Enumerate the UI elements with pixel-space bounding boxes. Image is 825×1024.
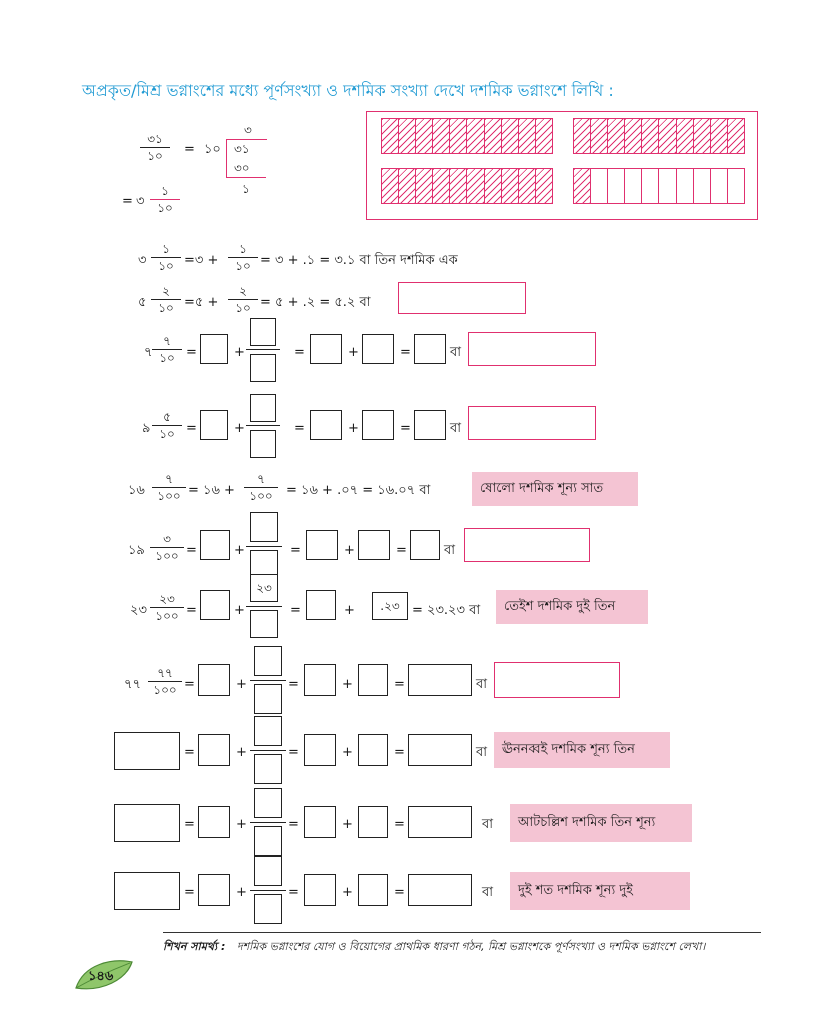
equals-sign: = (184, 817, 195, 832)
unshaded-tenth (642, 169, 659, 203)
row5-answer: ষোলো দশমিক শূন্য সাত (472, 472, 638, 506)
fraction-bar (250, 890, 286, 891)
row2-whole: ৫ (138, 295, 147, 310)
row3-answer-box[interactable] (468, 332, 596, 366)
row11-numerator-box[interactable] (254, 856, 282, 886)
row7-whole: ২৩ (130, 603, 147, 618)
unshaded-tenth (608, 169, 625, 203)
row4-numerator-box[interactable] (250, 394, 276, 422)
shaded-tenth (591, 119, 608, 153)
fraction-bar (246, 606, 282, 607)
row3-whole-box[interactable] (200, 334, 228, 364)
shaded-tenth (502, 119, 519, 153)
shaded-tenth (467, 169, 484, 203)
row10-sum-whole-box[interactable] (304, 806, 336, 838)
row1-whole: ৩ (138, 253, 147, 268)
shaded-tenth (399, 169, 416, 203)
row3-result-box[interactable] (414, 334, 446, 364)
row9-number-box[interactable] (114, 732, 180, 770)
page-number: ১৪৬ (88, 969, 114, 984)
ba-label: বা (450, 345, 462, 360)
plus-sign: + (342, 677, 353, 692)
shaded-tenth (416, 119, 433, 153)
row9-whole-box[interactable] (198, 734, 230, 766)
equals-sign: = (290, 603, 301, 618)
equals-sign: = (184, 677, 195, 692)
shaded-tenth (519, 119, 536, 153)
row10-denominator-box[interactable] (254, 826, 282, 856)
shaded-tenth (433, 169, 450, 203)
equals-sign: = (394, 745, 405, 760)
remainder: ১ (242, 182, 250, 196)
plus-sign: + (236, 885, 247, 900)
row6-answer-box[interactable] (464, 528, 590, 562)
row3-whole: ৭ (144, 345, 153, 360)
row6-whole: ১৯ (128, 543, 145, 558)
equals-sign: = (396, 543, 407, 558)
shaded-tenth (728, 119, 744, 153)
fraction-bar (250, 822, 286, 823)
learning-outcome-text: দশমিক ভগ্নাংশের যোগ ও বিয়োগের প্রাথমিক ধারণা গঠন, মিশ্র ভগ্নাংশকে পূর্ণসংখ্যা ও দশমিক ভগ্নাংশে লেখা। (236, 940, 706, 953)
row10-number-box[interactable] (114, 804, 180, 842)
row9-denominator-box[interactable] (254, 754, 282, 784)
row11-denominator-box[interactable] (254, 894, 282, 924)
plus-sign: + (348, 345, 359, 360)
plus-sign: + (236, 677, 247, 692)
row10-numerator-box[interactable] (254, 788, 282, 818)
unshaded-tenth (625, 169, 642, 203)
page-number-leaf (72, 954, 136, 998)
strip-3 (381, 168, 553, 204)
row4-sum-whole-box[interactable] (310, 410, 342, 440)
equals-sign: = (186, 345, 197, 360)
row10-whole-box[interactable] (198, 806, 230, 838)
shaded-tenth (502, 169, 519, 203)
row10-decimal-box[interactable] (358, 806, 388, 838)
row5-whole: ১৬ (128, 483, 145, 498)
row5-fraction: ৭ ১০০ (152, 473, 186, 502)
row11-number-box[interactable] (114, 872, 180, 910)
row4-decimal-box[interactable] (362, 410, 394, 440)
strip-1 (381, 118, 553, 154)
row6-sum-whole-box[interactable] (306, 530, 338, 560)
ba-label: বা (482, 817, 494, 832)
result-whole: ৩ (136, 194, 145, 209)
shaded-tenth (382, 169, 399, 203)
plus-sign: + (344, 543, 355, 558)
plus-sign: + (236, 817, 247, 832)
row8-whole-box[interactable] (198, 664, 230, 696)
row4-result-box[interactable] (414, 410, 446, 440)
equals-sign: = (394, 817, 405, 832)
row8-decimal-box[interactable] (358, 664, 388, 696)
row8-fraction: ৭৭ ১০০ (148, 667, 182, 696)
ba-label: বা (482, 885, 494, 900)
plus-sign: + (344, 603, 355, 618)
footer-divider (163, 932, 761, 933)
row1-result: = ৩ + .১ = ৩.১ বা তিন দশমিক এক (260, 253, 458, 268)
fraction-bar (250, 680, 286, 681)
equals-sign: = (184, 745, 195, 760)
equals-sign: = (290, 543, 301, 558)
row4-whole-box[interactable] (200, 410, 228, 440)
dividend: ৩১ (234, 142, 250, 156)
row8-whole: ৭৭ (124, 677, 141, 692)
row11-whole-box[interactable] (198, 874, 230, 906)
row1-fraction: ১ ১০ (151, 243, 181, 272)
plus-sign: + (234, 345, 245, 360)
row11-sum-whole-box[interactable] (304, 874, 336, 906)
plus-sign: + (342, 885, 353, 900)
shaded-tenth (450, 119, 467, 153)
row8-sum-whole-box[interactable] (304, 664, 336, 696)
row2-expr: =৫ + (184, 295, 219, 310)
result-equals: = (122, 194, 133, 209)
unshaded-tenth (677, 169, 694, 203)
row7-numerator-box: ২৩ (250, 574, 278, 602)
row3-sum-whole-box[interactable] (310, 334, 342, 364)
learning-outcome (163, 938, 705, 957)
row7-fraction: ২৩ ১০০ (150, 593, 184, 622)
row4-whole: ৯ (142, 421, 151, 436)
strip-2 (573, 118, 745, 154)
shaded-tenth (536, 119, 552, 153)
shaded-tenth (608, 119, 625, 153)
unshaded-tenth (591, 169, 608, 203)
row11-result-box[interactable] (408, 874, 472, 906)
equals-sign: = (288, 677, 299, 692)
row4-fraction: ৫ ১০ (152, 411, 182, 440)
subtraction-line (226, 177, 266, 178)
result-fraction: ১ ১০ (150, 185, 180, 214)
equals-sign: = (186, 543, 197, 558)
ba-label: বা (444, 543, 456, 558)
row9-answer: ঊননব্বই দশমিক শূন্য তিন (494, 732, 670, 768)
shaded-tenth (574, 119, 591, 153)
row7-decimal-box: .২৩ (372, 592, 408, 620)
shaded-tenth (659, 119, 676, 153)
equals-sign: = (400, 345, 411, 360)
tenths-diagram (366, 111, 758, 220)
unshaded-tenth (694, 169, 711, 203)
shaded-tenth (485, 119, 502, 153)
shaded-tenth (485, 169, 502, 203)
unshaded-tenth (711, 169, 728, 203)
shaded-tenth (433, 119, 450, 153)
row7-answer: তেইশ দশমিক দুই তিন (496, 590, 648, 624)
row3-fraction: ৭ ১০ (152, 335, 182, 364)
ba-label: বা (476, 677, 488, 692)
row11-answer: দুই শত দশমিক শূন্য দুই (510, 872, 690, 910)
divisor: ১০ (204, 142, 221, 157)
row2-result: = ৫ + .২ = ৫.২ বা (260, 295, 371, 310)
row8-denominator-box[interactable] (254, 684, 282, 714)
row10-result-box[interactable] (408, 806, 472, 838)
shaded-tenth (382, 119, 399, 153)
row3-numerator-box[interactable] (250, 318, 276, 346)
row7-result: = ২৩.২৩ বা (412, 603, 481, 618)
row4-denominator-box[interactable] (250, 430, 276, 458)
fraction-31-10: ৩১ ১০ (140, 133, 170, 162)
product: ৩০ (234, 161, 250, 175)
row8-result-box[interactable] (408, 664, 472, 696)
shaded-tenth (625, 119, 642, 153)
equals-sign: = (394, 885, 405, 900)
plus-sign: + (236, 745, 247, 760)
plus-sign: + (342, 745, 353, 760)
shaded-tenth (467, 119, 484, 153)
shaded-tenth (574, 169, 591, 203)
plus-sign: + (342, 817, 353, 832)
equals-sign: = (288, 817, 299, 832)
row5-fraction-2: ৭ ১০০ (244, 473, 278, 502)
section-title: অপ্রকৃত/মিশ্র ভগ্নাংশের মধ্যে পূর্ণসংখ্যা ও দশমিক সংখ্যা দেখে দশমিক ভগ্নাংশে লিখি : (82, 81, 614, 100)
row5-expr: = ১৬ + (188, 483, 235, 498)
row6-fraction: ৩ ১০০ (150, 533, 184, 562)
row9-sum-whole-box[interactable] (304, 734, 336, 766)
row9-numerator-box[interactable] (254, 716, 282, 746)
equals-sign: = (394, 677, 405, 692)
row8-numerator-box[interactable] (254, 646, 282, 676)
row7-whole-box[interactable] (200, 590, 230, 620)
row6-decimal-box[interactable] (358, 530, 390, 560)
row10-answer: আটচল্লিশ দশমিক তিন শূন্য (510, 804, 692, 842)
row7-sum-whole-box[interactable] (306, 590, 336, 620)
fraction-bar (250, 750, 286, 751)
equals-sign: = (288, 885, 299, 900)
row4-answer-box[interactable] (468, 406, 596, 440)
plus-sign: + (234, 543, 245, 558)
equals-sign: = (186, 421, 197, 436)
row2-fraction: ২ ১০ (151, 285, 181, 314)
fraction-bar (246, 425, 280, 426)
ba-label: বা (450, 421, 462, 436)
shaded-tenth (399, 119, 416, 153)
equals-sign: = (288, 745, 299, 760)
quotient: ৩ (244, 123, 252, 137)
plus-sign: + (234, 603, 245, 618)
equals-sign: = (184, 142, 195, 157)
row6-result-box[interactable] (410, 530, 440, 560)
equals-sign: = (400, 421, 411, 436)
plus-sign: + (348, 421, 359, 436)
row6-numerator-box[interactable] (250, 512, 278, 542)
row9-result-box[interactable] (408, 734, 472, 766)
ba-label: বা (476, 745, 488, 760)
equals-sign: = (186, 603, 197, 618)
unshaded-tenth (659, 169, 676, 203)
row1-fraction-2: ১ ১০ (228, 243, 258, 272)
row7-denominator-box[interactable] (250, 610, 278, 638)
shaded-tenth (416, 169, 433, 203)
row5-result: = ১৬ + .০৭ = ১৬.০৭ বা (286, 483, 431, 498)
shaded-tenth (519, 169, 536, 203)
fraction-bar (246, 546, 282, 547)
equals-sign: = (184, 885, 195, 900)
row9-decimal-box[interactable] (358, 734, 388, 766)
row8-answer-box[interactable] (494, 662, 620, 698)
shaded-tenth (536, 169, 552, 203)
learning-outcome-label: শিখন সামর্থ্য : (163, 940, 226, 953)
strip-4 (573, 168, 745, 204)
row3-denominator-box[interactable] (250, 354, 276, 382)
unshaded-tenth (728, 169, 744, 203)
equals-sign: = (294, 421, 305, 436)
shaded-tenth (711, 119, 728, 153)
row1-expr: =৩ + (184, 253, 219, 268)
equals-sign: = (294, 345, 305, 360)
shaded-tenth (642, 119, 659, 153)
shaded-tenth (694, 119, 711, 153)
row6-whole-box[interactable] (200, 530, 230, 560)
fraction-bar (246, 349, 280, 350)
row2-fraction-2: ২ ১০ (228, 285, 258, 314)
shaded-tenth (677, 119, 694, 153)
row3-decimal-box[interactable] (362, 334, 394, 364)
plus-sign: + (234, 421, 245, 436)
row2-answer-box[interactable] (398, 282, 526, 314)
shaded-tenth (450, 169, 467, 203)
row11-decimal-box[interactable] (358, 874, 388, 906)
